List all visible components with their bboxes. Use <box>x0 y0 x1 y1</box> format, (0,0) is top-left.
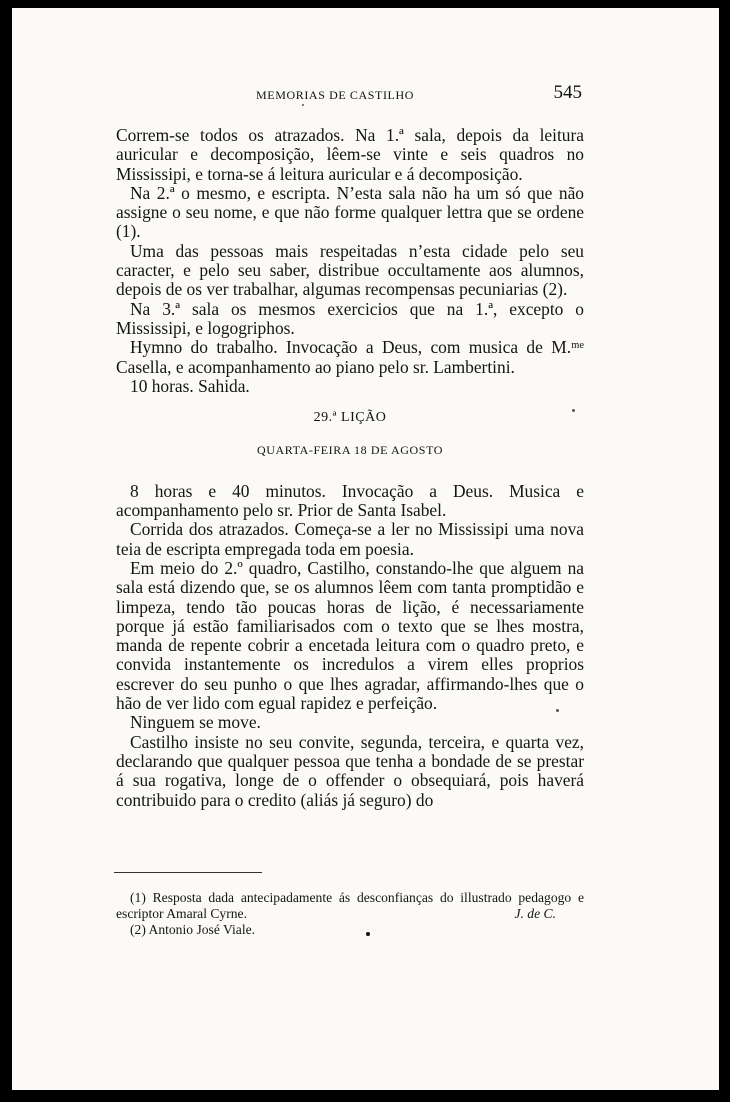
paper-speck <box>572 409 575 412</box>
lesson-title: 29.ª LIÇÃO <box>313 410 387 426</box>
book-page <box>12 8 719 1090</box>
body-text <box>116 126 584 810</box>
paragraph: 10 horas. Sahida. <box>130 375 250 396</box>
paragraph: 8 horas e 40 minutos. Invocação a Deus. Musica e acompanhamento pelo sr. Prior de Santa Isabel. <box>116 480 584 521</box>
paragraph: Na 3.ª sala os mesmos exercicios que na 1.ª, excepto o Mississipi, e logogriphos. <box>116 298 584 338</box>
paragraph: Ninguem se move. <box>130 712 261 733</box>
page-number: 545 <box>553 82 582 103</box>
ink-dot <box>366 932 370 936</box>
footnote-1-text: (1) Resposta dada antecipadamente ás desconfianças do illustrado pedagogo e escriptor Amaral Cyrne. <box>116 890 584 921</box>
paragraph: Correm-se todos os atrazados. Na 1.ª sala, depois da leitura auricular e decomposição, lêem-se vinte e seis quadros no Mississipi, e torna-se á leitura auricular e á decomposição. <box>116 125 584 184</box>
footnote-separator <box>114 872 262 873</box>
paragraph: Em meio do 2.º quadro, Castilho, constando-lhe que alguem na sala está dizendo que, se os alumnos lêem com tanta promptidão e limpeza, tendo tão poucas horas de lição, é necessariamente porque já estão familiarisados com o texto que se lhes mostra, manda de repente cobrir a encetada leitura com o quadro preto, e convida instantemente os incredulos a virem elles proprios escrever do seu punho o que lhes agradar, affirmando-lhes que o hão de ver lido com egual rapidez e perfeição. <box>116 557 584 714</box>
page-header <box>12 82 719 104</box>
footnote-1 <box>116 890 584 922</box>
paper-speck <box>302 104 304 106</box>
paragraph: Corrida dos atrazados. Começa-se a ler no Mississipi uma nova teia de escripta empregada toda em poesia. <box>116 519 584 559</box>
paragraph: Castilho insiste no seu convite, segunda, terceira, e quarta vez, declarando que qualquer pessoa que tenha a bondade de se prestar á sua rogativa, longe de o offender o obsequiará, pois haverá contribuido para o credito (aliás já seguro) do <box>116 731 584 810</box>
lesson-date: QUARTA-FEIRA 18 DE AGOSTO <box>256 443 444 458</box>
paragraph: Na 2.ª o mesmo, e escripta. N’esta sala não ha um só que não assigne o seu nome, e que não forme qualquer lettra que se ordene (1). <box>116 182 584 242</box>
paragraph: Hymno do trabalho. Invocação a Deus, com musica de M.ᵐᵉ Casella, e acompanhamento ao piano pelo sr. Lambertini. <box>116 337 584 377</box>
running-title: MEMORIAS DE CASTILHO <box>256 88 415 102</box>
footnotes <box>116 890 584 938</box>
paper-speck <box>556 709 559 712</box>
footnote-signature: J. de C. <box>514 906 556 921</box>
paragraph: Uma das pessoas mais respeitadas n’esta cidade pelo seu caracter, e pelo seu saber, distribue occultamente aos alumnos, depois de os ver trabalhar, algumas recompensas pecuniarias (2). <box>116 240 584 300</box>
footnote-2: (2) Antonio José Viale. <box>130 922 256 937</box>
